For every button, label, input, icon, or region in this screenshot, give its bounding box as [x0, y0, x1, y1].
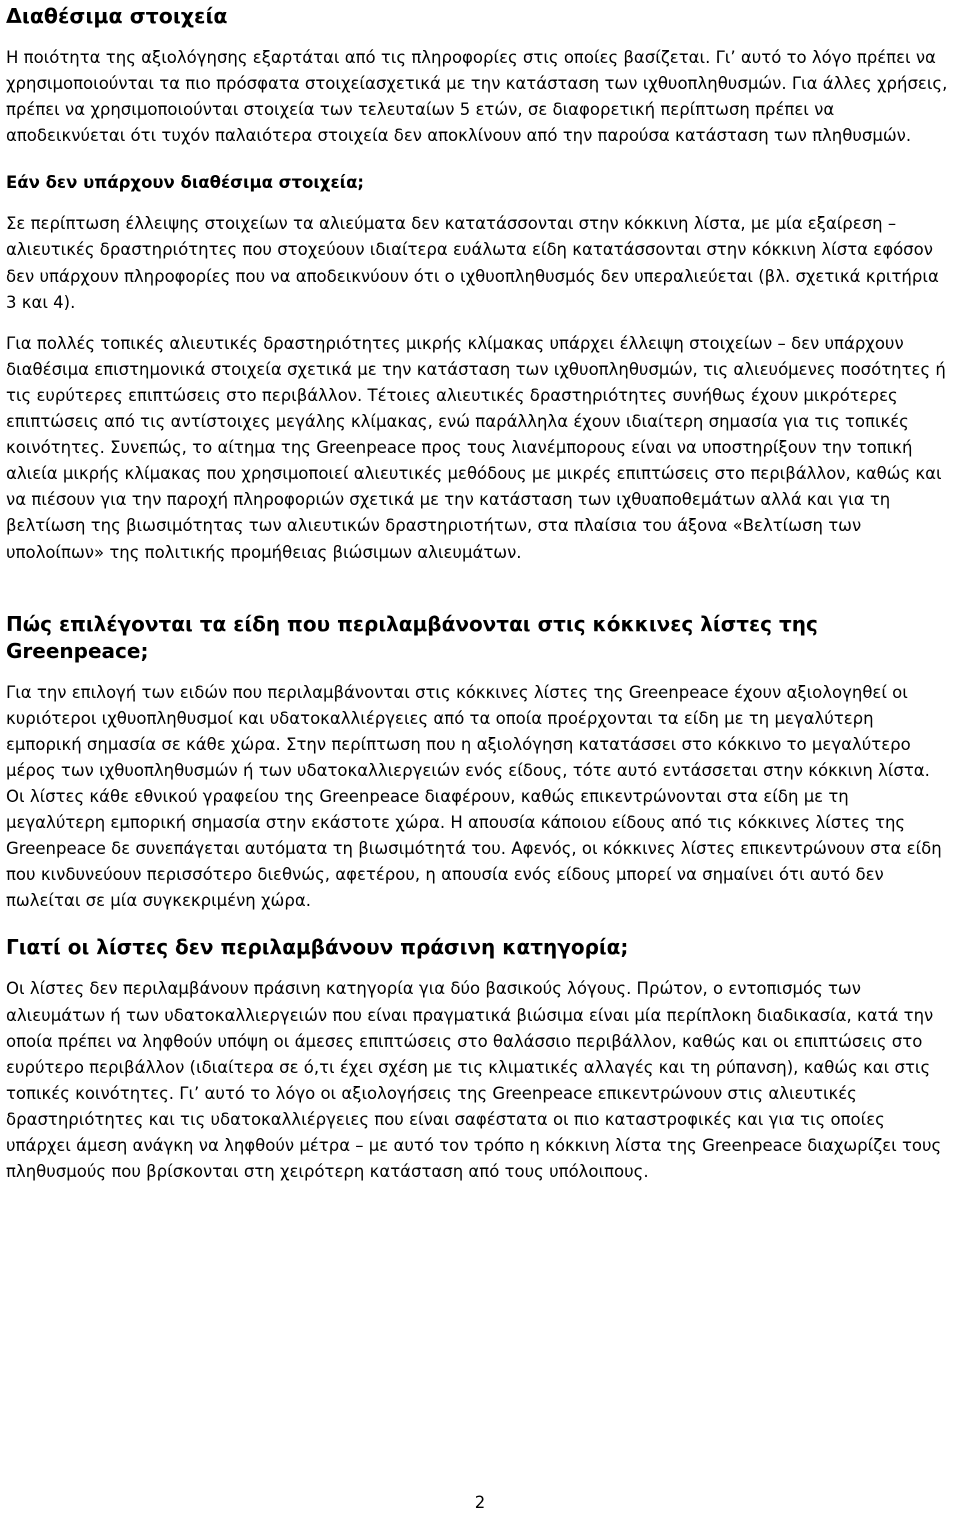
section-heading-no-green-category: Γιατί οι λίστες δεν περιλαμβάνουν πράσινη κατηγορία; — [6, 935, 629, 960]
subheading-no-data: Εάν δεν υπάρχουν διαθέσιμα στοιχεία; — [6, 173, 364, 193]
paragraph-no-green-category: Οι λίστες δεν περιλαμβάνουν πράσινη κατηγορία για δύο βασικούς λόγους. Πρώτον, ο εντοπισμός των αλιευμάτων ή των υδατοκαλλιεργειών που είναι πραγματικά βιώσιμα είναι μία περίπλοκη διαδικασία, κατά την οποία πρέπει να ληφθούν υπόψη οι άμεσες επιπτώσεις στο θαλάσσιο περιβάλλον, καθώς και οι επιπτώσεις στο ευρύτερο περιβάλλον (ιδιαίτερα σε ό,τι έχει σχέση με τις κλιματικές αλλαγές και τη ρύπανση), καθώς και στις τοπικές κοινότητες. Γι’ αυτό το λόγο οι αξιολογήσεις της Greenpeace επικεντρώνουν στις αλιευτικές δραστηριότητες και τις υδατοκαλλιέργειες που είναι σαφέστατα οι πιο καταστροφικές και για τις οποίες υπάρχει άμεση ανάγκη να ληφθούν μέτρα – με αυτό τον τρόπο η κόκκινη λίστα της Greenpeace διαχωρίζει τους πληθυσμούς που βρίσκονται στη χειρότερη κατάσταση από τους υπόλοιπους. — [6, 979, 942, 1182]
paragraph-small-scale-fisheries: Για πολλές τοπικές αλιευτικές δραστηριότητες μικρής κλίμακας υπάρχει έλλειψη στοιχείων – δεν υπάρχουν διαθέσιμα επιστημονικά στοιχεία σχετικά με την κατάσταση των ιχθυοπληθυσμών, τις αλιευόμενες ποσότητες ή τις ευρύτερες επιπτώσεις στο περιβάλλον. Τέτοιες αλιευτικές δραστηριότητες συνήθως έχουν μικρότερες επιπτώσεις από τις αντίστοιχες μεγάλης κλίμακας, ενώ παράλληλα έχουν ιδιαίτερη σημασία για τις τοπικές κοινότητες. Συνεπώς, το αίτημα της Greenpeace προς τους λιανέμπορους είναι να υποστηρίξουν την τοπική αλιεία μικρής κλίμακας που χρησιμοποιεί αλιευτικές μεθόδους με μικρές επιπτώσεις στο περιβάλλον, καθώς και να πιέσουν για την παροχή πληροφοριών σχετικά με την κατάσταση των ιχθυαποθεμάτων αλλά και για τη βελτίωση της βιωσιμότητας των αλιευτικών δραστηριοτήτων, στα πλαίσια του άξονα «Βελτίωση των υπολοίπων» της πολιτικής προμήθειας βιώσιμων αλιευμάτων. — [6, 333, 946, 562]
page-number: 2 — [474, 1493, 486, 1512]
paragraph-no-data-exception: Σε περίπτωση έλλειψης στοιχείων τα αλιεύματα δεν κατατάσσονται στην κόκκινη λίστα, με μία εξαίρεση – αλιευτικές δραστηριότητες που στοχεύουν ιδιαίτερα ευάλωτα είδη κατατάσσονται στην κόκκινη λίστα εφόσον δεν υπάρχουν πληροφορίες που να αποδεικνύουν ότι ο ιχθυοπληθυσμός δεν υπεραλιεύεται (βλ. σχετικά κριτήρια 3 και 4). — [6, 214, 939, 312]
paragraph-available-data: Η ποιότητα της αξιολόγησης εξαρτάται από τις πληροφορίες στις οποίες βασίζεται. Γι’ αυτό το λόγο πρέπει να χρησιμοποιούνται τα πιο πρόσφατα στοιχείασχετικά με την κατάσταση των ιχθυοπληθυσμών. Για άλλες χρήσεις, πρέπει να χρησιμοποιούνται στοιχεία των τελευταίων 5 ετών, σε διαφορετική περίπτωση πρέπει να αποδεικνύεται ότι τυχόν παλαιότερα στοιχεία δεν αποκλίνουν από την παρούσα κατάσταση των πληθυσμών. — [6, 48, 948, 146]
paragraph-species-selection: Για την επιλογή των ειδών που περιλαμβάνονται στις κόκκινες λίστες της Greenpeace έχουν αξιολογηθεί οι κυριότεροι ιχθυοπληθυσμοί και υδατοκαλλιέργειες από τα οποία προέρχονται τα είδη με τη μεγαλύτερη εμπορική σημασία σε κάθε χώρα. Στην περίπτωση που η αξιολόγηση κατατάσσει στο κόκκινο το μεγαλύτερο μέρος των ιχθυοπληθυσμών ή των υδατοκαλλιεργειών ενός είδους, τότε αυτό εντάσσεται στην κόκκινη λίστα. Οι λίστες κάθε εθνικού γραφείου της Greenpeace διαφέρουν, καθώς επικεντρώνονται στα είδη με τη μεγαλύτερη εμπορική σημασία στην εκάστοτε χώρα. Η απουσία κάποιου είδους από τις κόκκινες λίστες της Greenpeace δε συνεπάγεται αυτόματα τη βιωσιμότητά του. Αφενός, οι κόκκινες λίστες επικεντρώνουν στα είδη που κινδυνεύουν περισσότερο διεθνώς, αφετέρου, η απουσία ενός είδους μπορεί να σημαίνει ότι αυτό δεν πωλείται σε μία συγκεκριμένη χώρα. — [6, 682, 942, 911]
section-heading-species-selection: Πώς επιλέγονται τα είδη που περιλαμβάνονται στις κόκκινες λίστες της Greenpeace; — [6, 611, 818, 663]
section-heading-available-data: Διαθέσιμα στοιχεία — [6, 4, 228, 28]
document-page — [6, 0, 952, 1185]
